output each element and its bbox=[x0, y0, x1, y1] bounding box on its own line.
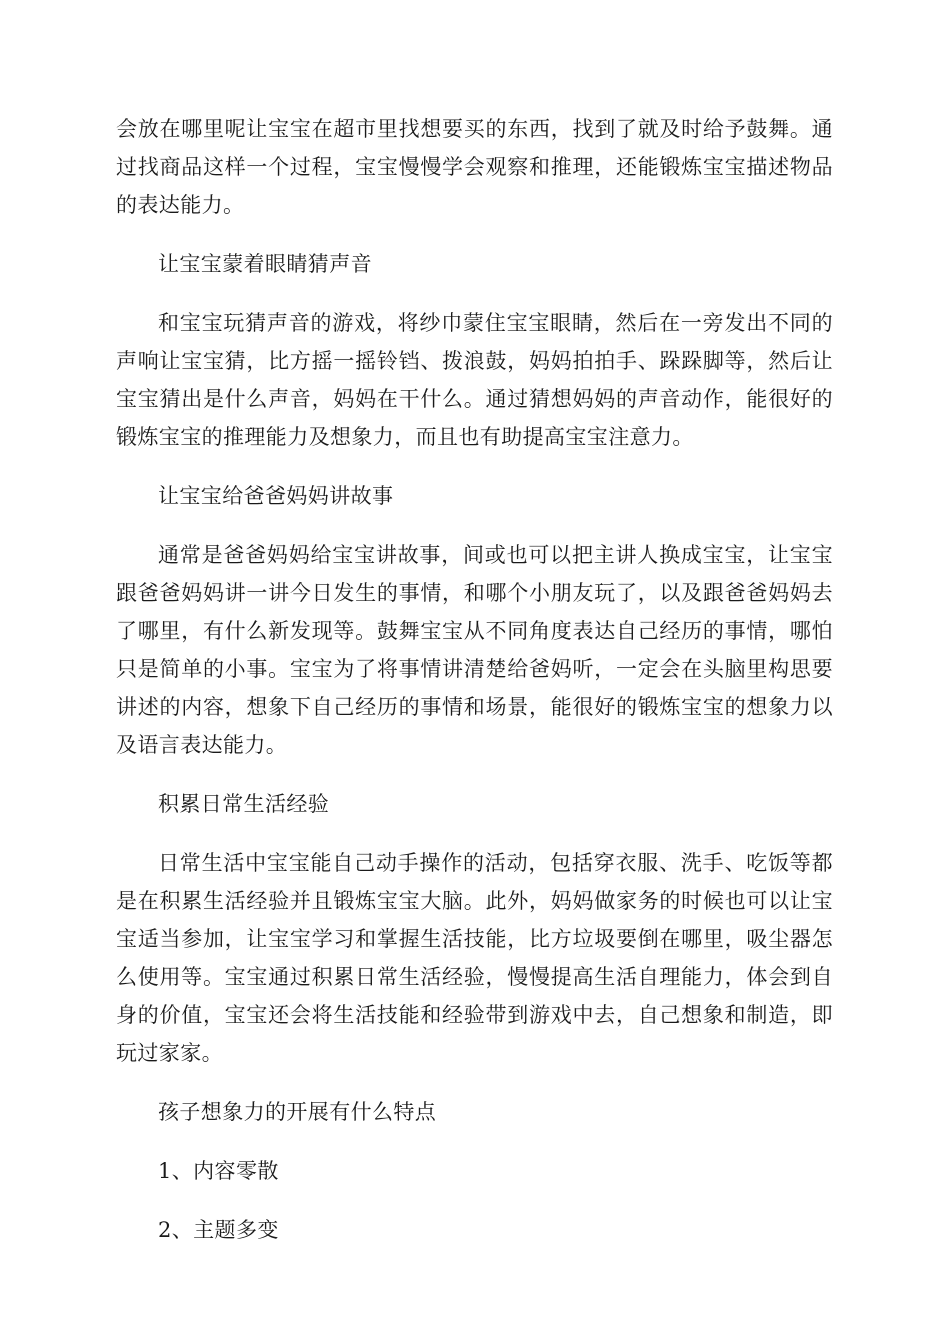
paragraph-daily-life: 日常生活中宝宝能自己动手操作的活动，包括穿衣服、洗手、吃饭等都是在积累生活经验并且锻炼宝宝大脑。此外，妈妈做家务的时候也可以让宝宝适当参加，让宝宝学习和掌握生活技能，比方垃圾要倒在哪里，吸尘器怎么使用等。宝宝通过积累日常生活经验，慢慢提高生活自理能力，体会到自身的价值，宝宝还会将生活技能和经验带到游戏中去，自己想象和制造，即玩过家家。 bbox=[116, 851, 833, 1065]
section-heading-tell-stories: 让宝宝给爸爸妈妈讲故事 bbox=[158, 484, 394, 508]
list-item-scattered-content: 1、内容零散 bbox=[158, 1159, 279, 1183]
section-heading-imagination-traits: 孩子想象力的开展有什么特点 bbox=[158, 1100, 437, 1124]
list-item-changing-theme: 2、主题多变 bbox=[158, 1218, 279, 1242]
paragraph-tell-stories: 通常是爸爸妈妈给宝宝讲故事，间或也可以把主讲人换成宝宝，让宝宝跟爸爸妈妈讲一讲今日发生的事情，和哪个小朋友玩了，以及跟爸爸妈妈去了哪里，有什么新发现等。鼓舞宝宝从不同角度表达自己经历的事情，哪怕只是简单的小事。宝宝为了将事情讲清楚给爸妈听，一定会在头脑里构思要讲述的内容，想象下自己经历的事情和场景，能很好的锻炼宝宝的想象力以及语言表达能力。 bbox=[116, 543, 833, 757]
section-heading-guess-sounds: 让宝宝蒙着眼睛猜声音 bbox=[158, 252, 372, 276]
paragraph-continuation: 会放在哪里呢让宝宝在超市里找想要买的东西，找到了就及时给予鼓舞。通过找商品这样一个过程，宝宝慢慢学会观察和推理，还能锻炼宝宝描述物品的表达能力。 bbox=[116, 117, 833, 217]
document-body bbox=[116, 110, 833, 1270]
section-heading-daily-life: 积累日常生活经验 bbox=[158, 792, 330, 816]
paragraph-guess-sounds: 和宝宝玩猜声音的游戏，将纱巾蒙住宝宝眼睛，然后在一旁发出不同的声响让宝宝猜，比方摇一摇铃铛、拨浪鼓，妈妈拍拍手、跺跺脚等，然后让宝宝猜出是什么声音，妈妈在干什么。通过猜想妈妈的声音动作，能很好的锻炼宝宝的推理能力及想象力，而且也有助提高宝宝注意力。 bbox=[116, 311, 833, 449]
